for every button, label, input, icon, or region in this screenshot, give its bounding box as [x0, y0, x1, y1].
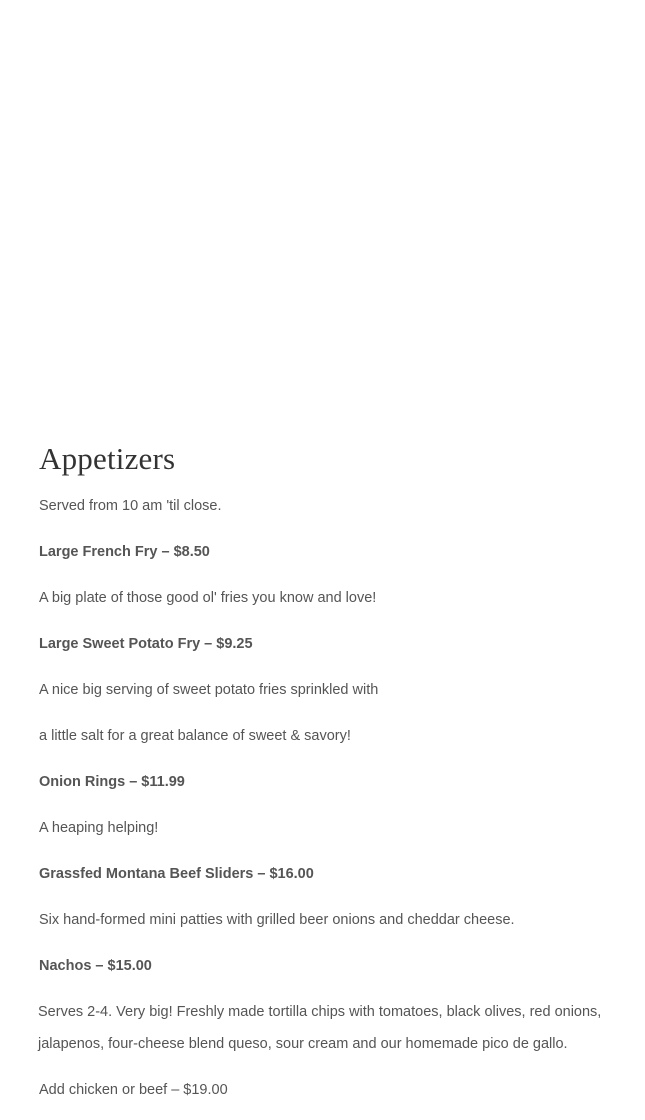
- served-note: Served from 10 am 'til close.: [39, 498, 222, 514]
- menu-section: [39, 438, 629, 1120]
- menu-item-addon: Add chicken or beef – $19.00: [39, 1082, 228, 1098]
- menu-item-name: Large Sweet Potato Fry – $9.25: [39, 636, 253, 652]
- menu-item-name: Grassfed Montana Beef Sliders – $16.00: [39, 866, 314, 882]
- menu-item-description: A heaping helping!: [39, 820, 159, 836]
- menu-item-name: Nachos – $15.00: [39, 958, 152, 974]
- menu-item-description: Six hand-formed mini patties with grilled beer onions and cheddar cheese.: [39, 912, 515, 928]
- menu-item-name: Onion Rings – $11.99: [39, 774, 185, 790]
- menu-item-description: A big plate of those good ol' fries you know and love!: [39, 590, 377, 606]
- section-title: Appetizers: [39, 441, 176, 476]
- menu-item-description: Serves 2-4. Very big! Freshly made tortilla chips with tomatoes, black olives, red onions, jalapenos, four-cheese blend queso, sour cream and our homemade pico de gallo.: [38, 1004, 602, 1052]
- menu-item-description: A nice big serving of sweet potato fries sprinkled with: [39, 682, 379, 698]
- menu-item-name: Large French Fry – $8.50: [39, 544, 210, 560]
- menu-item-description: a little salt for a great balance of sweet & savory!: [39, 728, 351, 744]
- menu-list: [39, 490, 629, 1106]
- hero-image-area: [0, 0, 645, 438]
